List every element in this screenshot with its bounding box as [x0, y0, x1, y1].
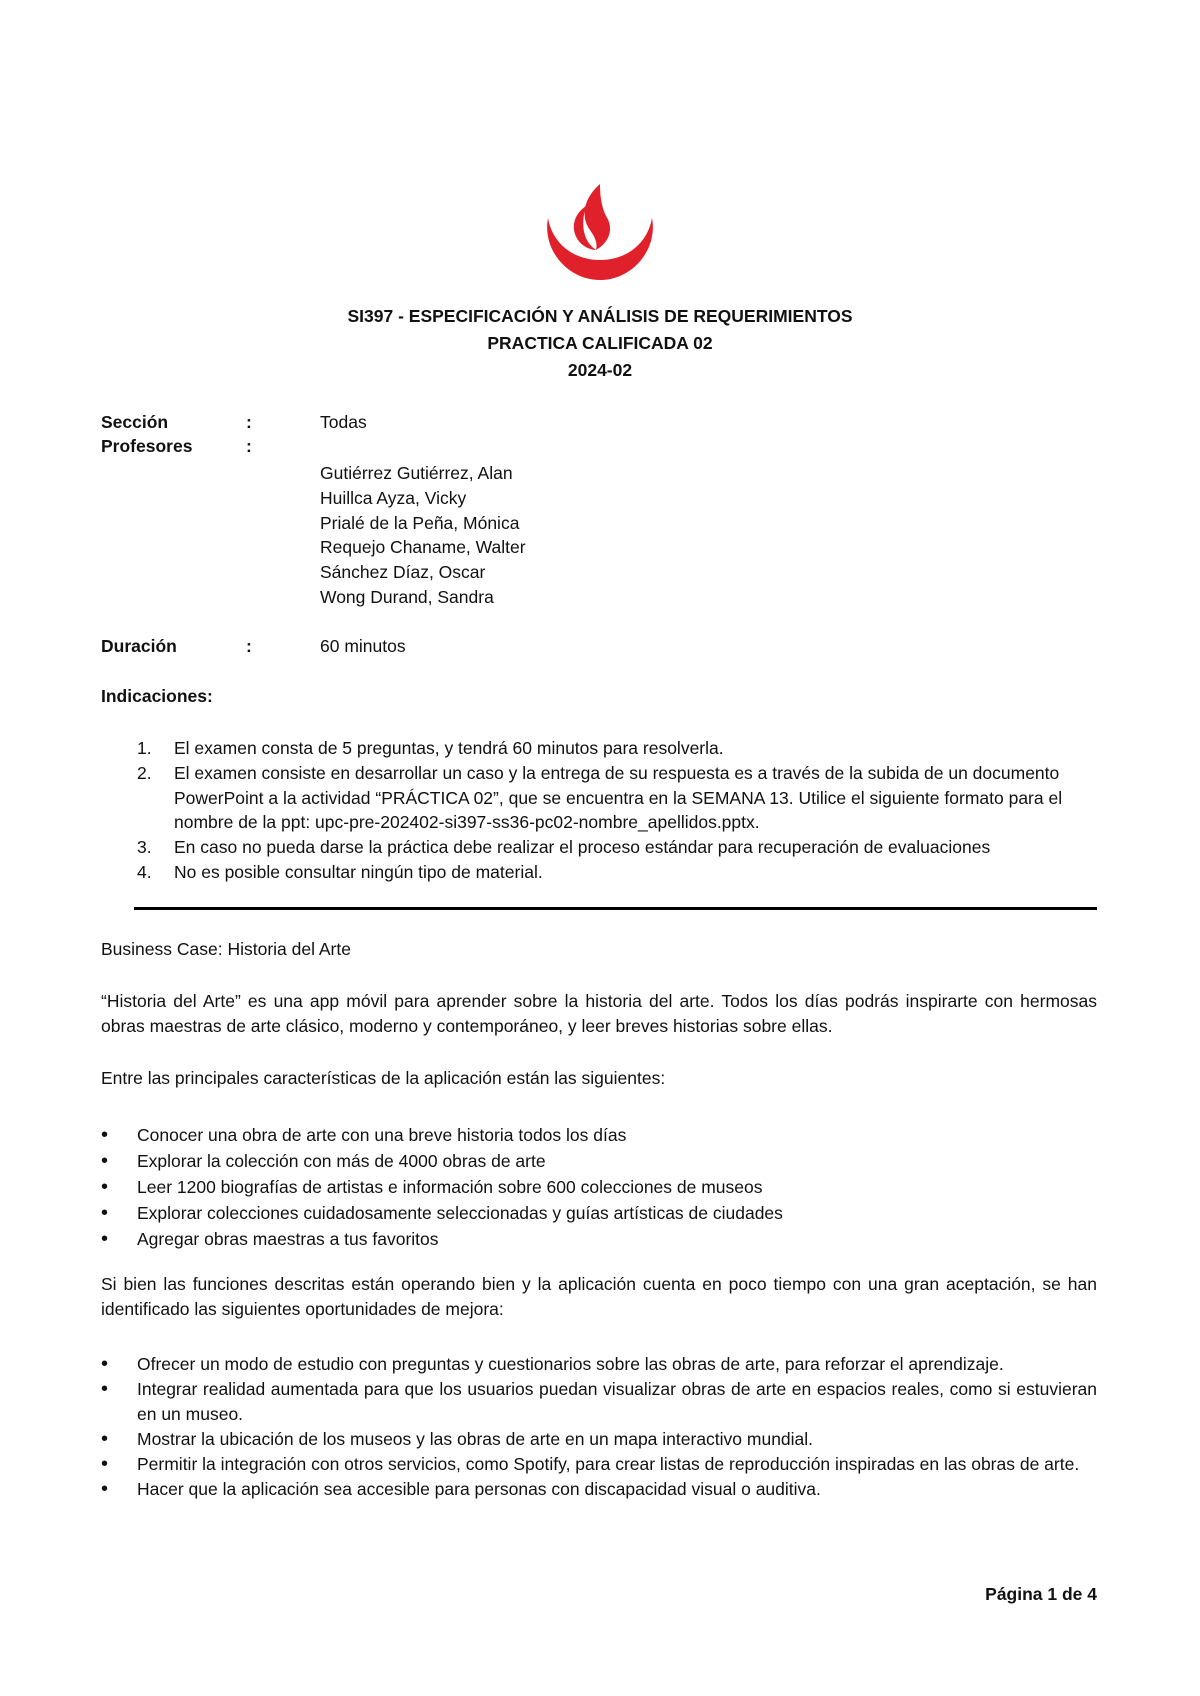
instruction-item [101, 736, 1097, 761]
instruction-number: 4. [137, 861, 152, 882]
section-divider [134, 907, 1097, 910]
page-number: Página 1 de 4 [985, 1584, 1097, 1604]
university-logo [540, 180, 660, 285]
instruction-number: 1. [137, 738, 152, 758]
features-intro: Entre las principales características de la aplicación están las siguientes: [101, 1068, 666, 1088]
duration-value: 60 minutos [320, 636, 406, 656]
improvement-item: • Ofrecer un modo de estudio con preguntas y cuestionarios sobre las obras de arte, para reforzar el aprendizaje. [101, 1352, 1097, 1377]
feature-item: • Leer 1200 biografías de artistas e información sobre 600 colecciones de museos [101, 1174, 1097, 1200]
feature-item: • Explorar colecciones cuidadosamente seleccionadas y guías artísticas de ciudades [101, 1200, 1097, 1226]
professor-item: Sánchez Díaz, Oscar [320, 562, 486, 583]
duration-colon: : [246, 636, 252, 656]
professors-label: Profesores [101, 436, 193, 456]
improvement-item: • Mostrar la ubicación de los museos y las obras de arte en un mapa interactivo mundial. [101, 1427, 1097, 1452]
improvement-item: • Hacer que la aplicación sea accesible para personas con discapacidad visual o auditiva. [101, 1477, 1097, 1502]
exam-title: PRACTICA CALIFICADA 02 [487, 333, 713, 353]
instruction-text: No es posible consultar ningún tipo de material. [174, 861, 543, 882]
instruction-item [101, 761, 1097, 835]
professor-item: Prialé de la Peña, Mónica [320, 512, 520, 533]
case-intro: “Historia del Arte” es una app móvil para aprender sobre la historia del arte. Todos los días podrás inspirarte con hermosas obras maestras de arte clásico, moderno y contemporáneo, y leer breves historias sobre ellas. [101, 991, 1097, 1036]
improvements-list [101, 1352, 1097, 1502]
features-list [101, 1122, 1097, 1252]
instruction-item [101, 860, 1097, 885]
instruction-text: El examen consta de 5 preguntas, y tendrá 60 minutos para resolverla. [174, 738, 724, 758]
instructions-title: Indicaciones: [101, 686, 213, 706]
duration-label: Duración [101, 636, 177, 656]
professor-item: Huillca Ayza, Vicky [320, 487, 467, 508]
feature-item: • Agregar obras maestras a tus favoritos [101, 1226, 1097, 1252]
case-title: Business Case: Historia del Arte [101, 939, 351, 959]
section-colon: : [246, 412, 252, 432]
instruction-number: 2. [137, 762, 152, 783]
professors-list [320, 461, 526, 610]
improvement-item: • Integrar realidad aumentada para que los usuarios puedan visualizar obras de arte en espacios reales, como si estuvieran en un museo. [101, 1377, 1097, 1427]
instruction-item [101, 835, 1097, 860]
course-title: SI397 - ESPECIFICACIÓN Y ANÁLISIS DE REQUERIMIENTOS [347, 306, 853, 326]
instruction-text: El examen consiste en desarrollar un caso y la entrega de su respuesta es a través de la subida de un documento PowerPoint a la actividad “PRÁCTICA 02”, que se encuentra en la SEMANA 13. Utilice el siguiente formato para el nombre de la ppt: upc-pre-202402-si397-ss36-pc02-nombre_apellidos.pptx. [174, 762, 1063, 833]
instruction-text: En caso no pueda darse la práctica debe realizar el proceso estándar para recuperación de evaluaciones [174, 837, 991, 858]
professors-colon: : [246, 436, 252, 456]
instructions-list [101, 736, 1097, 885]
exam-period: 2024-02 [567, 360, 633, 380]
section-value: Todas [320, 412, 367, 432]
feature-item: • Conocer una obra de arte con una breve historia todos los días [101, 1122, 1097, 1148]
section-label: Sección [101, 412, 169, 432]
instruction-number: 3. [137, 837, 152, 858]
improvements-intro: Si bien las funciones descritas están operando bien y la aplicación cuenta en poco tiempo con una gran aceptación, se han identificado las siguientes oportunidades de mejora: [101, 1274, 1097, 1319]
professor-item: Wong Durand, Sandra [320, 586, 494, 607]
feature-item: • Explorar la colección con más de 4000 obras de arte [101, 1148, 1097, 1174]
improvement-item: • Permitir la integración con otros servicios, como Spotify, para crear listas de reproducción inspiradas en las obras de arte. [101, 1452, 1097, 1477]
professor-item: Gutiérrez Gutiérrez, Alan [320, 463, 513, 483]
professor-item: Requejo Chaname, Walter [320, 537, 526, 558]
